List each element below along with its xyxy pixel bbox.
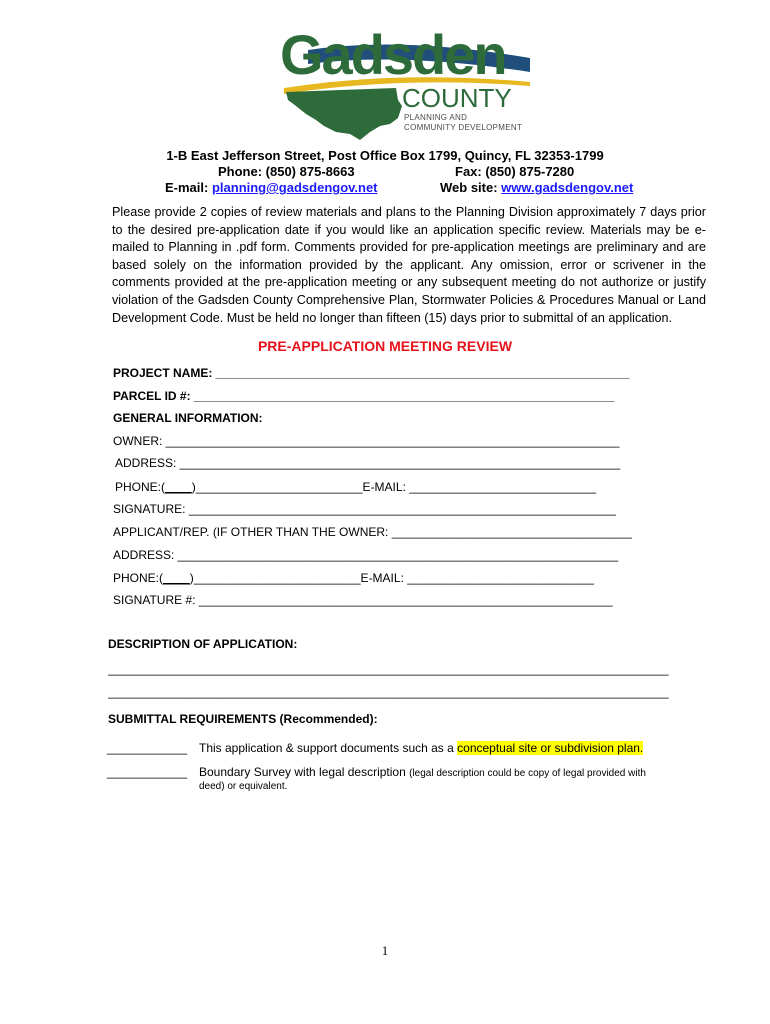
intro-line: comments provided at the pre-application meeting or any subsequent meeting do not authorize or justify [112, 275, 706, 290]
submittal-item-2-blank[interactable]: ____________ [107, 765, 188, 779]
phone-label: PHONE:( [115, 480, 166, 494]
header-fax: Fax: (850) 875-7280 [455, 164, 575, 179]
email-link[interactable]: planning@gadsdengov.net [211, 180, 378, 195]
applicant-phone-email-field[interactable] [113, 571, 693, 585]
submittal-item-2-text: Boundary Survey with legal description [199, 765, 410, 779]
phone-area-code[interactable]: ____ [163, 571, 190, 585]
logo-subtitle-2: COMMUNITY DEVELOPMENT [404, 123, 523, 132]
general-info-heading: GENERAL INFORMATION: [113, 411, 263, 425]
submittal-item-1-text: This application & support documents such as a [199, 741, 458, 755]
logo-wordmark: Gadsden [280, 23, 506, 86]
parcel-id-field[interactable]: PARCEL ID #: _______________________________________________________________ [113, 389, 615, 403]
form-title: PRE-APPLICATION MEETING REVIEW [257, 338, 513, 354]
phone-area-code[interactable]: ____ [165, 480, 192, 494]
website-link[interactable]: www.gadsdengov.net [501, 180, 634, 195]
email-label: E-mail: [165, 180, 212, 195]
logo-county: COUNTY [402, 83, 512, 113]
description-line[interactable]: ____________________________________________________________________________________ [108, 662, 669, 676]
signature-field[interactable]: SIGNATURE: ________________________________________________________________ [113, 502, 616, 516]
phone-email-rest[interactable]: )_________________________E-MAIL: ____________________________ [189, 571, 595, 585]
description-line[interactable]: ____________________________________________________________________________________ [108, 685, 669, 699]
submittal-item-2-note: (legal description could be copy of legal provided with [409, 768, 646, 779]
logo-subtitle-1: PLANNING AND [404, 113, 468, 122]
phone-email-field[interactable] [115, 480, 690, 494]
submittal-item-2 [199, 765, 646, 779]
intro-line: based solely on the information provided by the applicant. Any omission, error or scrivener in the [112, 257, 706, 272]
submittal-item-2-note-cont: deed) or equivalent. [199, 781, 288, 792]
intro-line: to the desired pre-application date if you would like an application specific review. Materials may be e- [112, 222, 706, 237]
submittal-item-1-blank[interactable]: ____________ [107, 741, 188, 755]
owner-field[interactable]: OWNER: ____________________________________________________________________ [113, 434, 620, 448]
phone-label: PHONE:( [113, 571, 164, 585]
intro-line: mailed to Planning in .pdf form. Comments provided for pre-application meetings are preliminary and are [112, 240, 706, 255]
submittal-heading: SUBMITTAL REQUIREMENTS (Recommended): [108, 712, 378, 726]
header-phone: Phone: (850) 875-8663 [218, 164, 355, 179]
applicant-address-field[interactable]: ADDRESS: __________________________________________________________________ [113, 548, 619, 562]
project-name-field[interactable]: PROJECT NAME: ______________________________________________________________ [113, 366, 630, 380]
phone-email-rest[interactable]: )_________________________E-MAIL: ____________________________ [191, 480, 597, 494]
intro-line: Please provide 2 copies of review materials and plans to the Planning Division approximately 7 days prior [112, 205, 706, 219]
signature-number-field[interactable]: SIGNATURE #: ______________________________________________________________ [113, 593, 613, 607]
address-field[interactable]: ADDRESS: __________________________________________________________________ [115, 456, 621, 470]
intro-line: Development Code. Must be held no longer than fifteen (15) days prior to submittal of an application. [112, 310, 673, 325]
header-web-row [440, 180, 633, 195]
intro-line: violation of the Gadsden County Comprehensive Plan, Stormwater Policies & Procedures Manual or Land [112, 292, 706, 307]
submittal-item-1 [199, 741, 643, 755]
description-heading: DESCRIPTION OF APPLICATION: [108, 637, 298, 651]
header-email-row [165, 180, 378, 195]
page-number: 1 [381, 943, 389, 958]
header-address: 1-B East Jefferson Street, Post Office Box 1799, Quincy, FL 32353-1799 [166, 148, 604, 163]
web-label: Web site: [440, 180, 502, 195]
intro-paragraph [112, 204, 706, 327]
gadsden-county-logo [280, 23, 540, 140]
applicant-field[interactable]: APPLICANT/REP. (IF OTHER THAN THE OWNER: ____________________________________ [113, 525, 632, 539]
submittal-item-1-highlight: conceptual site or subdivision plan. [457, 741, 644, 755]
